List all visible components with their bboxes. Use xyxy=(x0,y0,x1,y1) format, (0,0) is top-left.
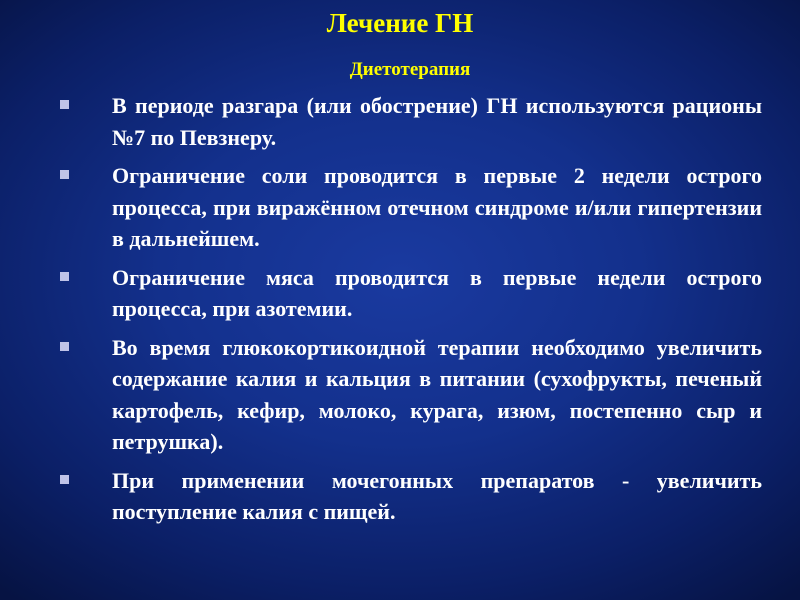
square-bullet-icon xyxy=(60,100,69,109)
bullet-item xyxy=(60,160,762,255)
bullet-item xyxy=(60,90,762,153)
bullet-item xyxy=(60,262,762,325)
bullet-text: Во время глюкокортикоидной терапии необходимо увеличить содержание калия и кальция в питании (сухофрукты, печеный картофель, кефир, молоко, курага, изюм, постепенно сыр и петрушка). xyxy=(112,334,762,454)
bullet-text: При применении мочегонных препаратов - увеличить поступление калия с пищей. xyxy=(112,467,762,524)
square-bullet-icon xyxy=(60,342,69,351)
bullet-item xyxy=(60,465,762,528)
square-bullet-icon xyxy=(60,170,69,179)
bullet-text: Ограничение соли проводится в первые 2 недели острого процесса, при виражённом отечном синдроме и/или гипертензии в дальнейшем. xyxy=(112,163,762,251)
bullet-text: Ограничение мяса проводится в первые недели острого процесса, при азотемии. xyxy=(112,264,762,321)
slide-subtitle: Диетотерапия xyxy=(349,59,471,80)
square-bullet-icon xyxy=(60,475,69,484)
slide-title: Лечение ГН xyxy=(326,8,474,38)
square-bullet-icon xyxy=(60,272,69,281)
bullet-list xyxy=(60,90,762,535)
bullet-text: В периоде разгара (или обострение) ГН используются рационы №7 по Певзнеру. xyxy=(112,93,762,150)
bullet-item xyxy=(60,332,762,458)
